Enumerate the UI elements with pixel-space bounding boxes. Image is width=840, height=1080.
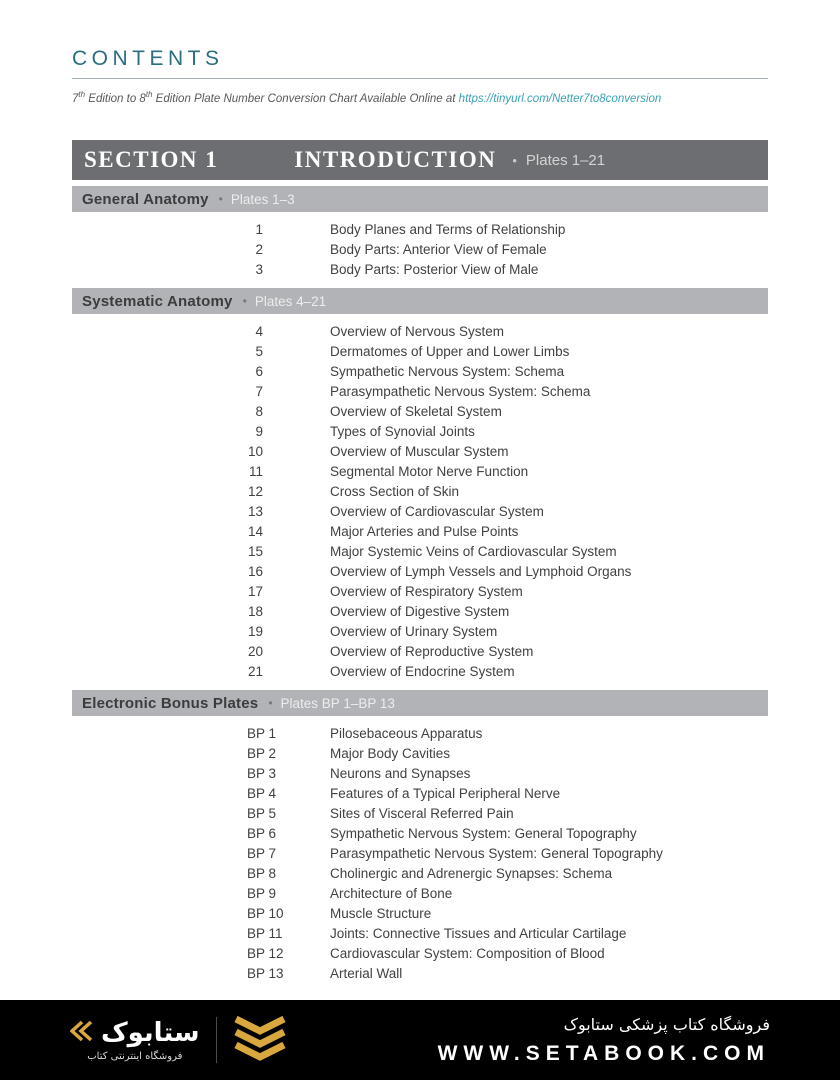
plate-number: 15 <box>247 544 263 559</box>
group-header-bar <box>72 690 768 716</box>
plate-row <box>72 342 768 362</box>
title-divider <box>72 78 768 79</box>
plate-number: 10 <box>247 444 263 459</box>
plate-title: Overview of Endocrine System <box>330 664 515 679</box>
plate-number: BP 11 <box>247 926 283 941</box>
plate-number: BP 13 <box>247 966 284 981</box>
plate-number: BP 2 <box>247 746 277 761</box>
conversion-chart-link[interactable]: https://tinyurl.com/Netter7to8conversion <box>458 93 662 105</box>
plate-number: 12 <box>247 484 263 499</box>
gold-chevron-stack-icon <box>233 1015 287 1066</box>
plate-title: Overview of Urinary System <box>330 624 498 639</box>
website-url[interactable]: WWW.SETABOOK.COM <box>437 1041 770 1065</box>
plate-number: 6 <box>255 364 263 379</box>
conversion-note <box>72 92 768 106</box>
plate-title: Overview of Nervous System <box>330 324 505 339</box>
plate-row <box>72 602 768 622</box>
plate-number: BP 4 <box>247 786 277 801</box>
plate-group <box>72 288 768 682</box>
plate-number: 18 <box>247 604 263 619</box>
plate-title: Sympathetic Nervous System: General Topography <box>330 826 637 841</box>
group-plate-range: Plates 4–21 <box>254 293 327 309</box>
group-title: Electronic Bonus Plates <box>82 694 259 712</box>
plate-row <box>72 240 768 260</box>
plate-title: Neurons and Synapses <box>330 766 471 781</box>
plate-number: BP 3 <box>247 766 277 781</box>
plate-number: 19 <box>247 624 263 639</box>
plate-row <box>72 724 768 744</box>
plate-number: 16 <box>247 564 263 579</box>
group-header-bar <box>72 288 768 314</box>
plate-number: 20 <box>247 644 263 659</box>
plate-title: Sympathetic Nervous System: Schema <box>330 364 565 379</box>
note-superscript: th <box>145 90 153 100</box>
plate-row <box>72 582 768 602</box>
plate-list <box>72 724 768 984</box>
plate-number: 11 <box>248 464 263 479</box>
plate-row <box>72 362 768 382</box>
plate-row <box>72 622 768 642</box>
plate-title: Cardiovascular System: Composition of Blood <box>330 946 605 961</box>
section-header-bar <box>72 140 768 180</box>
plate-title: Muscle Structure <box>330 906 432 921</box>
plate-title: Pilosebaceous Apparatus <box>330 726 483 741</box>
plate-number: BP 9 <box>247 886 277 901</box>
plate-row <box>72 662 768 682</box>
plate-row <box>72 382 768 402</box>
plate-row <box>72 220 768 240</box>
plate-row <box>72 402 768 422</box>
plate-list <box>72 220 768 280</box>
plate-title: Body Planes and Terms of Relationship <box>330 222 566 237</box>
plate-title: Segmental Motor Nerve Function <box>330 464 529 479</box>
section-number: SECTION 1 <box>84 147 219 172</box>
plate-row <box>72 924 768 944</box>
plate-number: BP 7 <box>247 846 277 861</box>
logo-divider <box>216 1017 217 1063</box>
plate-row <box>72 904 768 924</box>
footer-banner <box>0 1000 840 1080</box>
plate-title: Sites of Visceral Referred Pain <box>330 806 514 821</box>
plate-number: 1 <box>255 222 263 237</box>
plate-row <box>72 442 768 462</box>
footer-logo-area <box>70 1015 287 1066</box>
footer-text-area <box>438 1015 770 1066</box>
plate-row <box>72 844 768 864</box>
section-plate-range: Plates 1–21 <box>525 151 606 169</box>
plate-row <box>72 260 768 280</box>
plate-title: Major Body Cavities <box>330 746 451 761</box>
plate-number: BP 1 <box>247 726 277 741</box>
plate-row <box>72 944 768 964</box>
plate-title: Overview of Digestive System <box>330 604 510 619</box>
plate-row <box>72 744 768 764</box>
bullet-separator: • <box>268 696 273 710</box>
plate-number: 13 <box>247 504 263 519</box>
plate-row <box>72 642 768 662</box>
plate-title: Body Parts: Posterior View of Male <box>330 262 539 277</box>
plate-row <box>72 884 768 904</box>
setabook-logo <box>70 1018 200 1062</box>
plate-row <box>72 864 768 884</box>
plate-row <box>72 502 768 522</box>
plate-title: Overview of Respiratory System <box>330 584 523 599</box>
plate-title: Arterial Wall <box>330 966 403 981</box>
plate-number: 8 <box>255 404 263 419</box>
plate-number: BP 8 <box>247 866 277 881</box>
plate-title: Overview of Skeletal System <box>330 404 502 419</box>
plate-row <box>72 964 768 984</box>
plate-number: 7 <box>255 384 263 399</box>
plate-number: 2 <box>255 242 263 257</box>
group-plate-range: Plates 1–3 <box>230 191 295 207</box>
logo-wordmark: ستابوک <box>101 1018 200 1048</box>
group-plate-range: Plates BP 1–BP 13 <box>280 695 395 711</box>
bullet-separator: • <box>512 152 517 168</box>
plate-row <box>72 422 768 442</box>
plate-title: Major Arteries and Pulse Points <box>330 524 519 539</box>
plate-number: 3 <box>255 262 263 277</box>
store-tagline: فروشگاه کتاب پزشکی ستابوک <box>563 1014 770 1034</box>
plate-row <box>72 804 768 824</box>
note-text: Edition Plate Number Conversion Chart Available Online at <box>152 93 459 105</box>
plate-group <box>72 186 768 280</box>
plate-list <box>72 322 768 682</box>
plate-title: Features of a Typical Peripheral Nerve <box>330 786 561 801</box>
plate-number: 17 <box>247 584 263 599</box>
logo-chevrons-icon <box>70 1020 94 1047</box>
plate-row <box>72 462 768 482</box>
group-header-bar <box>72 186 768 212</box>
plate-number: BP 12 <box>247 946 284 961</box>
bullet-separator: • <box>242 294 247 308</box>
plate-title: Types of Synovial Joints <box>330 424 475 439</box>
plate-number: BP 6 <box>247 826 277 841</box>
plate-title: Cholinergic and Adrenergic Synapses: Schema <box>330 866 613 881</box>
group-title: Systematic Anatomy <box>82 292 233 310</box>
plate-group <box>72 690 768 984</box>
plate-title: Overview of Cardiovascular System <box>330 504 544 519</box>
plate-number: 9 <box>255 424 263 439</box>
plate-row <box>72 784 768 804</box>
note-superscript: th <box>78 90 86 100</box>
plate-number: 21 <box>247 664 263 679</box>
plate-row <box>72 542 768 562</box>
plate-number: 5 <box>255 344 263 359</box>
note-text: 7 <box>72 93 79 105</box>
section-title: INTRODUCTION <box>294 147 497 172</box>
plate-title: Cross Section of Skin <box>330 484 460 499</box>
plate-number: BP 5 <box>247 806 277 821</box>
page-title: CONTENTS <box>72 47 224 70</box>
plate-row <box>72 482 768 502</box>
plate-row <box>72 764 768 784</box>
plate-row <box>72 562 768 582</box>
plate-row <box>72 824 768 844</box>
plate-number: BP 10 <box>247 906 284 921</box>
plate-number: 14 <box>247 524 263 539</box>
plate-title: Overview of Lymph Vessels and Lymphoid Organs <box>330 564 632 579</box>
bullet-separator: • <box>218 192 223 206</box>
plate-number: 4 <box>255 324 263 339</box>
plate-title: Overview of Muscular System <box>330 444 509 459</box>
plate-title: Body Parts: Anterior View of Female <box>330 242 547 257</box>
plate-groups <box>72 186 768 984</box>
plate-title: Overview of Reproductive System <box>330 644 534 659</box>
plate-row <box>72 322 768 342</box>
note-text: Edition to 8 <box>85 93 146 105</box>
plate-title: Major Systemic Veins of Cardiovascular System <box>330 544 617 559</box>
plate-title: Dermatomes of Upper and Lower Limbs <box>330 344 570 359</box>
plate-title: Parasympathetic Nervous System: Schema <box>330 384 591 399</box>
plate-title: Architecture of Bone <box>330 886 453 901</box>
group-title: General Anatomy <box>82 190 209 208</box>
plate-title: Joints: Connective Tissues and Articular Cartilage <box>330 926 627 941</box>
plate-row <box>72 522 768 542</box>
logo-subtitle: فروشگاه اینترنتی کتاب <box>87 1051 183 1062</box>
plate-title: Parasympathetic Nervous System: General Topography <box>330 846 663 861</box>
page-content <box>0 46 840 984</box>
